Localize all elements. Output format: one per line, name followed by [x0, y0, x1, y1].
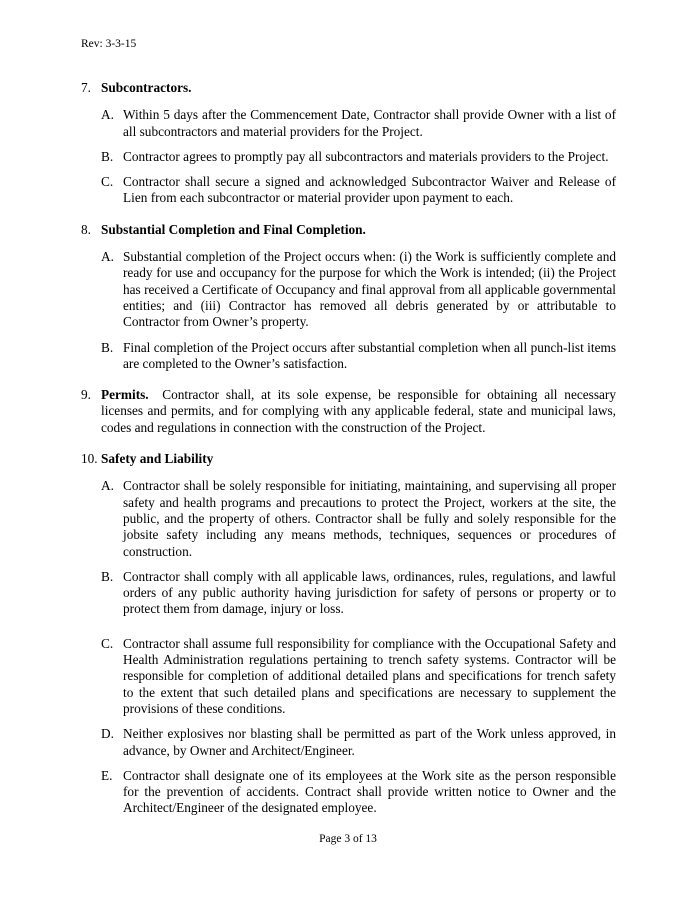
list-item: B. Final completion of the Project occurs after substantial completion when all punch-list items are completed to the Owner’s satisfaction.	[101, 339, 616, 371]
list-item: C. Contractor shall secure a signed and acknowledged Subcontractor Waiver and Release of Lien from each subcontractor or material provider upon payment to each.	[101, 174, 616, 206]
list-item: A. Substantial completion of the Project occurs when: (i) the Work is sufficiently complete and ready for use and occupancy for the purpose for which the Work is intended; (ii) the Project has received a Certificate of Occupancy and final approval from all applicable governmental entities; and (iii) Contractor has removed all debris generated by or attributable to Contractor from Owner’s property.	[101, 249, 616, 330]
section-10-heading	[81, 451, 616, 467]
section-9	[81, 387, 616, 436]
document-body	[81, 80, 616, 817]
list-item: B. Contractor shall comply with all applicable laws, ordinances, rules, regulations, and lawful orders of any public authority having jurisdiction for safety of persons or property or to protect them from damage, injury or loss.	[101, 568, 616, 617]
list-item: B. Contractor agrees to promptly pay all subcontractors and materials providers to the Project.	[101, 148, 609, 164]
section-text: Contractor shall, at its sole expense, be responsible for obtaining all necessary licenses and permits, and for complying with any applicable federal, state and municipal laws, codes and regulations in connection with the construction of the Project.	[101, 387, 616, 435]
section-number: 7.	[81, 80, 91, 95]
section-8-heading	[81, 222, 616, 238]
list-item: E. Contractor shall designate one of its employees at the Work site as the person responsible for the prevention of accidents. Contract shall provide written notice to Owner and the Architect/Engineer of the designated employee.	[101, 767, 616, 816]
section-title: Safety and Liability	[101, 451, 214, 467]
page-number: Page 3 of 13	[319, 833, 377, 845]
list-item: C. Contractor shall assume full responsibility for compliance with the Occupational Safety and Health Administration regulations pertaining to trench safety systems. Contractor will be responsible for completion of additional detailed plans and specifications for trench safety to the extent that such detailed plans and specifications are necessary to supplement the provisions of these conditions.	[101, 635, 616, 716]
section-number: 9.	[81, 387, 91, 403]
list-item: D. Neither explosives nor blasting shall be permitted as part of the Work unless approved, in advance, by Owner and Architect/Engineer.	[101, 726, 616, 758]
section-number: 8.	[81, 221, 91, 237]
revision-label: Rev: 3-3-15	[81, 38, 137, 50]
section-title: Subcontractors.	[101, 80, 192, 95]
section-title: Substantial Completion and Final Completion.	[101, 221, 366, 237]
list-item: A. Within 5 days after the Commencement Date, Contractor shall provide Owner with a list of all subcontractors and material providers for the Project.	[101, 107, 616, 139]
section-number: 10.	[81, 451, 98, 467]
list-item: A. Contractor shall be solely responsible for initiating, maintaining, and supervising all proper safety and health programs and precautions to protect the Project, workers at the site, the public, and the property of others. Contractor shall be fully and solely responsible for the jobsite safety including any means methods, techniques, sequences or procedures of construction.	[101, 478, 616, 559]
section-title: Permits.	[101, 387, 149, 403]
section-7-heading	[81, 80, 616, 96]
